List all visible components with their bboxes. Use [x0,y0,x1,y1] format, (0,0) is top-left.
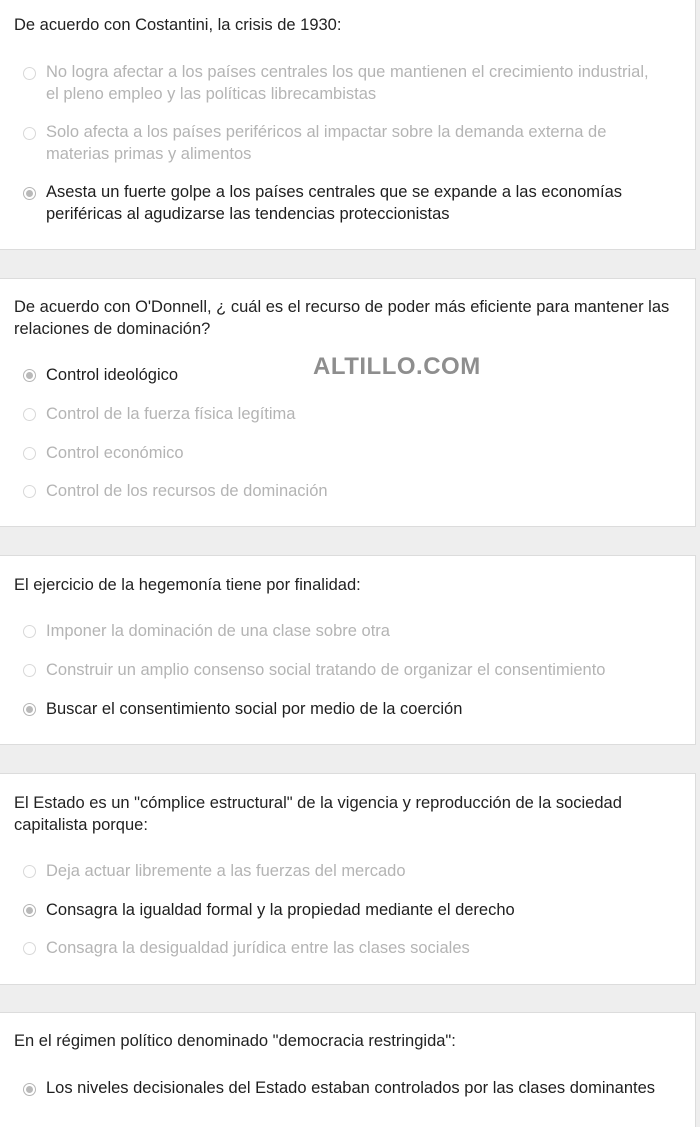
question-card-5 [0,1012,696,1127]
radio-button-selected[interactable] [23,369,36,382]
answer-option[interactable] [0,480,695,520]
answer-option[interactable] [0,937,695,977]
question-card-4 [0,773,696,985]
answer-label: No logra afectar a los países centrales los que mantienen el crecimiento industrial, el pleno empleo y las políticas librecambistas [46,63,649,103]
radio-button[interactable] [23,942,36,955]
answer-label: Control de los recursos de dominación [46,482,328,500]
question-text: De acuerdo con O'Donnell, ¿ cuál es el recurso de poder más eficiente para mantener las relaciones de dominación? [14,298,670,338]
radio-button-selected[interactable] [23,1083,36,1096]
answer-label: Los niveles decisionales del Estado estaban controlados por las clases dominantes [46,1079,656,1097]
radio-button[interactable] [23,664,36,677]
answer-label: Solo afecta a los países periféricos al impactar sobre la demanda externa de materias primas y alimentos [46,123,607,163]
question-text: El Estado es un "cómplice estructural" de la vigencia y reproducción de la sociedad capitalista porque: [14,794,622,834]
answer-option[interactable] [0,442,695,482]
radio-button[interactable] [23,485,36,498]
question-text: El ejercicio de la hegemonía tiene por finalidad: [14,576,361,594]
answer-label: Buscar el consentimiento social por medio de la coerción [46,700,463,718]
answer-label: Imponer la dominación de una clase sobre otra [46,622,390,640]
answer-label: Control ideológico [46,366,179,384]
radio-button[interactable] [23,625,36,638]
answer-option[interactable] [0,403,695,443]
answer-label: Deja actuar libremente a las fuerzas del mercado [46,862,406,880]
question-card-3 [0,555,696,745]
answer-label: Consagra la desigualdad jurídica entre las clases sociales [46,939,470,957]
radio-button[interactable] [23,447,36,460]
answer-option[interactable] [0,698,695,738]
question-text: En el régimen político denominado "democracia restringida": [14,1032,456,1050]
answer-option[interactable] [0,899,695,939]
answer-option[interactable] [0,620,695,660]
answer-option[interactable] [0,61,695,109]
radio-button[interactable] [23,67,36,80]
watermark-logo: ALTILLO.COM [313,353,481,380]
answer-label: Construir un amplio consenso social tratando de organizar el consentimiento [46,661,606,679]
answer-option[interactable] [0,121,695,169]
radio-button-selected[interactable] [23,187,36,200]
question-text: De acuerdo con Costantini, la crisis de 1930: [14,16,342,34]
radio-button-selected[interactable] [23,904,36,917]
radio-button[interactable] [23,408,36,421]
radio-button-selected[interactable] [23,703,36,716]
question-card-2 [0,278,696,527]
answer-option[interactable] [0,181,695,229]
answer-option[interactable] [0,659,695,699]
answer-label: Control económico [46,444,184,462]
question-card-1 [0,0,696,250]
radio-button[interactable] [23,127,36,140]
answer-option[interactable] [0,1077,695,1125]
answer-option[interactable] [0,860,695,900]
answer-label: Consagra la igualdad formal y la propiedad mediante el derecho [46,901,515,919]
radio-button[interactable] [23,865,36,878]
answer-label: Control de la fuerza física legítima [46,405,296,423]
answer-label: Asesta un fuerte golpe a los países centrales que se expande a las economías periféricas al agudizarse las tendencias proteccionistas [46,183,623,223]
